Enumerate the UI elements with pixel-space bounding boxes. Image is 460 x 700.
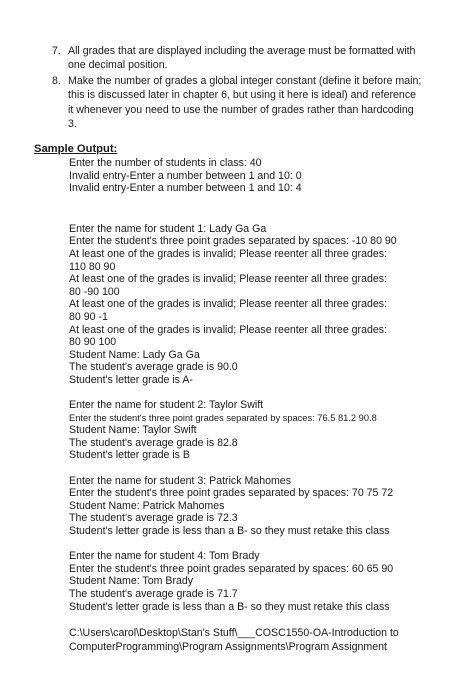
student-2-section xyxy=(69,399,439,462)
output-line: Invalid entry-Enter a number between 1 and 10: 0 xyxy=(69,169,302,182)
list-item xyxy=(52,74,422,132)
list-item-text: Make the number of grades a global integer constant (define it before main; this is discussed later in chapter 6, but using it here is ideal) and reference it whenever you need to use the number of grades rather than hardcoding 3. xyxy=(68,74,422,131)
output-line: Enter the student's three point grades separated by spaces: 60 65 90 xyxy=(69,562,394,575)
output-line: At least one of the grades is invalid; Please reenter all three grades: xyxy=(69,247,387,260)
output-line: Enter the student's three point grades separated by spaces: 70 75 72 xyxy=(69,487,394,500)
output-line: The student's average grade is 71.7 xyxy=(69,588,238,600)
output-line: Student Name: Taylor Swift xyxy=(69,424,197,437)
output-line: Student's letter grade is B xyxy=(69,449,190,462)
output-line: Student Name: Tom Brady xyxy=(69,575,194,588)
output-line: Student's letter grade is A- xyxy=(69,373,193,386)
requirements-list xyxy=(52,44,422,132)
output-line: Enter the student's three point grades separated by spaces: 76.5 81.2 90.8 xyxy=(69,412,377,423)
spacer xyxy=(69,387,439,400)
output-line: Invalid entry-Enter a number between 1 and 10: 4 xyxy=(69,182,302,195)
spacer xyxy=(69,195,439,223)
output-line: Enter the student's three point grades separated by spaces: -10 80 90 xyxy=(69,235,397,248)
output-line: Student's letter grade is less than a B- so they must retake this class xyxy=(69,525,390,538)
output-line: At least one of the grades is invalid; Please reenter all three grades: xyxy=(69,298,387,311)
output-line: Enter the name for student 4: Tom Brady xyxy=(69,550,260,563)
sample-output-block xyxy=(69,157,439,654)
output-line: Student's letter grade is less than a B- so they must retake this class xyxy=(69,600,390,613)
output-line: Student Name: Lady Ga Ga xyxy=(69,348,200,361)
output-line: Enter the number of students in class: 40 xyxy=(69,157,262,169)
output-line: 80 -90 100 xyxy=(69,285,120,298)
sample-output-heading: Sample Output: xyxy=(34,143,118,155)
output-line: The student's average grade is 82.8 xyxy=(69,436,238,449)
list-item-text: All grades that are displayed including the average must be formatted with one decimal position. xyxy=(68,45,416,72)
spacer xyxy=(69,462,439,475)
list-item-number: 8. xyxy=(52,74,61,87)
output-line: 80 90 -1 xyxy=(69,310,108,323)
output-line: Student Name: Patrick Mahomes xyxy=(69,499,225,512)
output-line: Enter the name for student 3: Patrick Mahomes xyxy=(69,474,291,487)
list-item-number: 7. xyxy=(52,45,61,57)
output-line: The student's average grade is 72.3 xyxy=(69,512,238,525)
list-item xyxy=(52,44,422,73)
spacer xyxy=(69,538,439,551)
student-1-section xyxy=(69,223,439,387)
student-3-section xyxy=(69,475,439,538)
output-line: 80 90 100 xyxy=(69,336,117,349)
output-line: 110 80 90 xyxy=(69,260,116,273)
output-line: Enter the name for student 2: Taylor Swift xyxy=(69,399,264,412)
output-line: At least one of the grades is invalid; Please reenter all three grades: xyxy=(69,273,387,286)
file-path-text: C:\Users\carol\Desktop\Stan's Stuff\___COSC1550-OA-Introduction to ComputerProgramming\Program Assignments\Program Assignment xyxy=(69,626,399,653)
output-line: The student's average grade is 90.0 xyxy=(69,361,238,374)
output-line: Enter the name for student 1: Lady Ga Ga xyxy=(69,222,267,235)
student-4-section xyxy=(69,550,439,613)
spacer xyxy=(69,613,439,626)
output-line: At least one of the grades is invalid; Please reenter all three grades: xyxy=(69,323,387,336)
